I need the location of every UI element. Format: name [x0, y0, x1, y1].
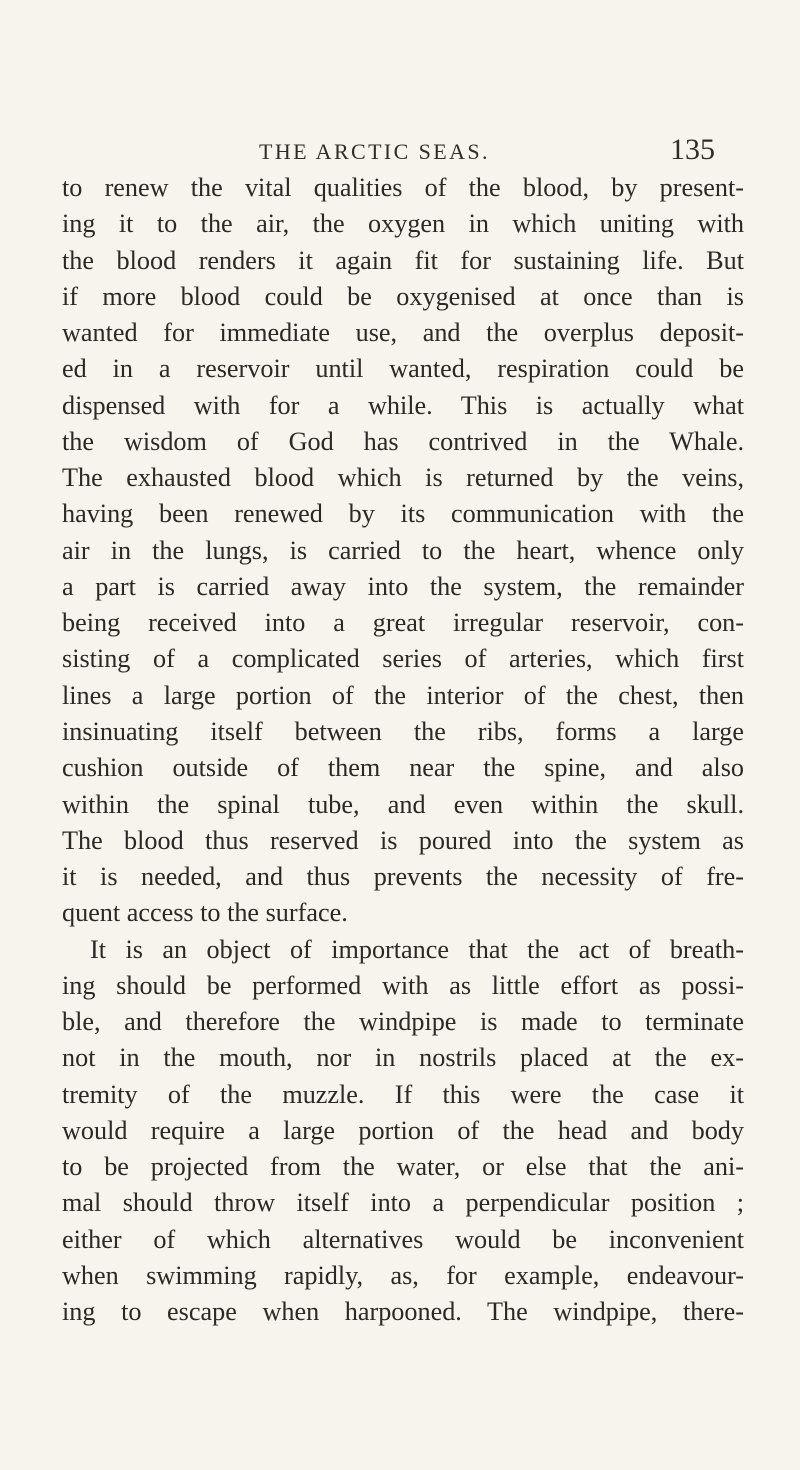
text-line: The exhausted blood which is returned by the veins,	[62, 463, 744, 493]
text-line: ed in a reservoir until wanted, respiration could be	[62, 354, 744, 384]
text-line: would require a large portion of the head and body	[62, 1115, 744, 1145]
text-line: when swimming rapidly, as, for example, endeavour-	[62, 1260, 744, 1290]
text-line: tremity of the muzzle. If this were the case it	[62, 1079, 744, 1109]
text-line: the wisdom of God has contrived in the Whale.	[62, 426, 744, 456]
paragraph-first-line: It is an object of importance that the act of breath-	[90, 934, 744, 964]
text-line: The blood thus reserved is poured into the system as	[62, 825, 744, 855]
text-line: lines a large portion of the interior of the chest, then	[62, 680, 744, 710]
page-number: 135	[670, 133, 715, 166]
text-line: either of which alternatives would be inconvenient	[62, 1224, 744, 1254]
text-line: ing should be performed with as little effort as possi-	[62, 970, 744, 1000]
text-line: mal should throw itself into a perpendicular position ;	[62, 1188, 744, 1218]
text-line: having been renewed by its communication with the	[62, 499, 744, 529]
text-line: to be projected from the water, or else that the ani-	[62, 1152, 744, 1182]
text-line: ing to escape when harpooned. The windpipe, there-	[62, 1297, 744, 1327]
text-line: it is needed, and thus prevents the necessity of fre-	[62, 862, 744, 892]
text-line: ing it to the air, the oxygen in which uniting with	[62, 209, 744, 239]
paragraph-end-line: quent access to the surface.	[62, 898, 348, 928]
text-line: to renew the vital qualities of the blood, by present-	[62, 173, 744, 202]
text-line: ble, and therefore the windpipe is made to terminate	[62, 1007, 744, 1037]
text-line: not in the mouth, nor in nostrils placed at the ex-	[62, 1043, 744, 1073]
running-head: THE ARCTIC SEAS.	[259, 139, 490, 164]
page-header	[0, 133, 800, 173]
body-text	[62, 170, 744, 1331]
text-line: sisting of a complicated series of arteries, which first	[62, 644, 744, 674]
text-line: wanted for immediate use, and the overplus deposit-	[62, 318, 744, 348]
text-line: insinuating itself between the ribs, forms a large	[62, 716, 744, 746]
text-line: within the spinal tube, and even within the skull.	[62, 789, 744, 819]
text-line: the blood renders it again fit for sustaining life. But	[62, 245, 744, 275]
text-line: dispensed with for a while. This is actually what	[62, 390, 744, 420]
text-line: a part is carried away into the system, the remainder	[62, 571, 744, 601]
text-line: cushion outside of them near the spine, and also	[62, 753, 744, 783]
text-line: air in the lungs, is carried to the heart, whence only	[62, 535, 744, 565]
text-line: being received into a great irregular reservoir, con-	[62, 608, 744, 638]
text-line: if more blood could be oxygenised at once than is	[62, 281, 744, 311]
